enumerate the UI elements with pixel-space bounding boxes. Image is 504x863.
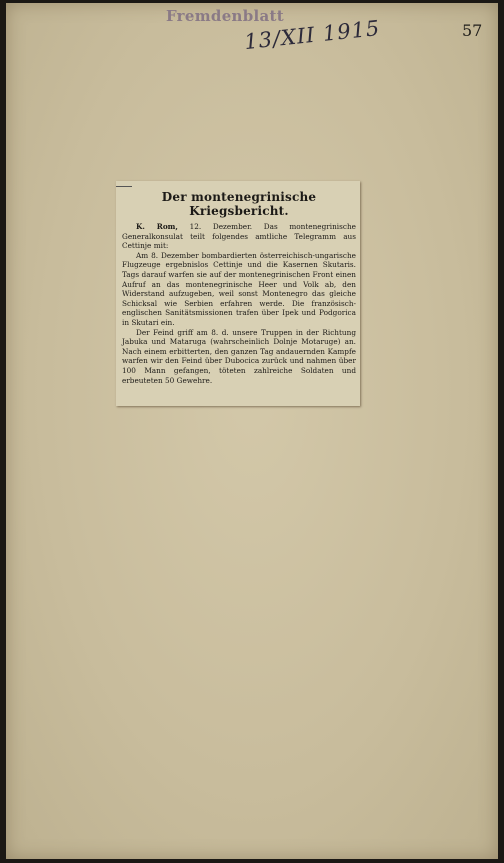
clipping-body — [122, 222, 356, 385]
clipping-title: Der montenegrinische Kriegsbericht. — [161, 190, 317, 218]
page-number: 57 — [462, 21, 483, 40]
handwritten-date: 13/XII 1915 — [243, 15, 382, 55]
archive-page — [6, 3, 498, 859]
newspaper-clipping — [116, 181, 360, 406]
clipping-dateline: K. Rom, — [136, 222, 178, 231]
newspaper-stamp: Fremdenblatt — [166, 7, 285, 25]
clipping-intro-text: 12. Dezember. Das montenegrinische Generalkonsulat teilt folgendes amtliche Telegramm aus Cettinje mit: — [122, 222, 356, 251]
clipping-edge-mark — [116, 186, 132, 187]
clipping-paragraph-intro — [122, 222, 356, 251]
clipping-paragraph-2: Am 8. Dezember bombardierten österreichisch-ungarische Flugzeuge ergebnislos Cettinje und die Kasernen Skutaris. Tags darauf warfen sie auf der montenegrinischen Front einen Aufruf an das montenegrinische Heer und Volk ab, den Widerstand aufzugeben, weil sonst Montenegro das gleiche Schicksal wie Serbien erfahren werde. Die französisch-englischen Sanitätsmissionen trafen über Ipek und Podgorica in Skutari ein. — [122, 250, 356, 327]
clipping-paragraph-3: Der Feind griff am 8. d. unsere Truppen in der Richtung Jabuka und Mataruga (wahrscheinlich Dolnje Motaruge) an. Nach einem erbitterten, den ganzen Tag andauernden Kampfe warfen wir den Feind über Dubocica zurück und nahmen über 100 Mann gefangen, töteten zahlreiche Soldaten und erbeuteten 50 Gewehre. — [122, 327, 356, 385]
